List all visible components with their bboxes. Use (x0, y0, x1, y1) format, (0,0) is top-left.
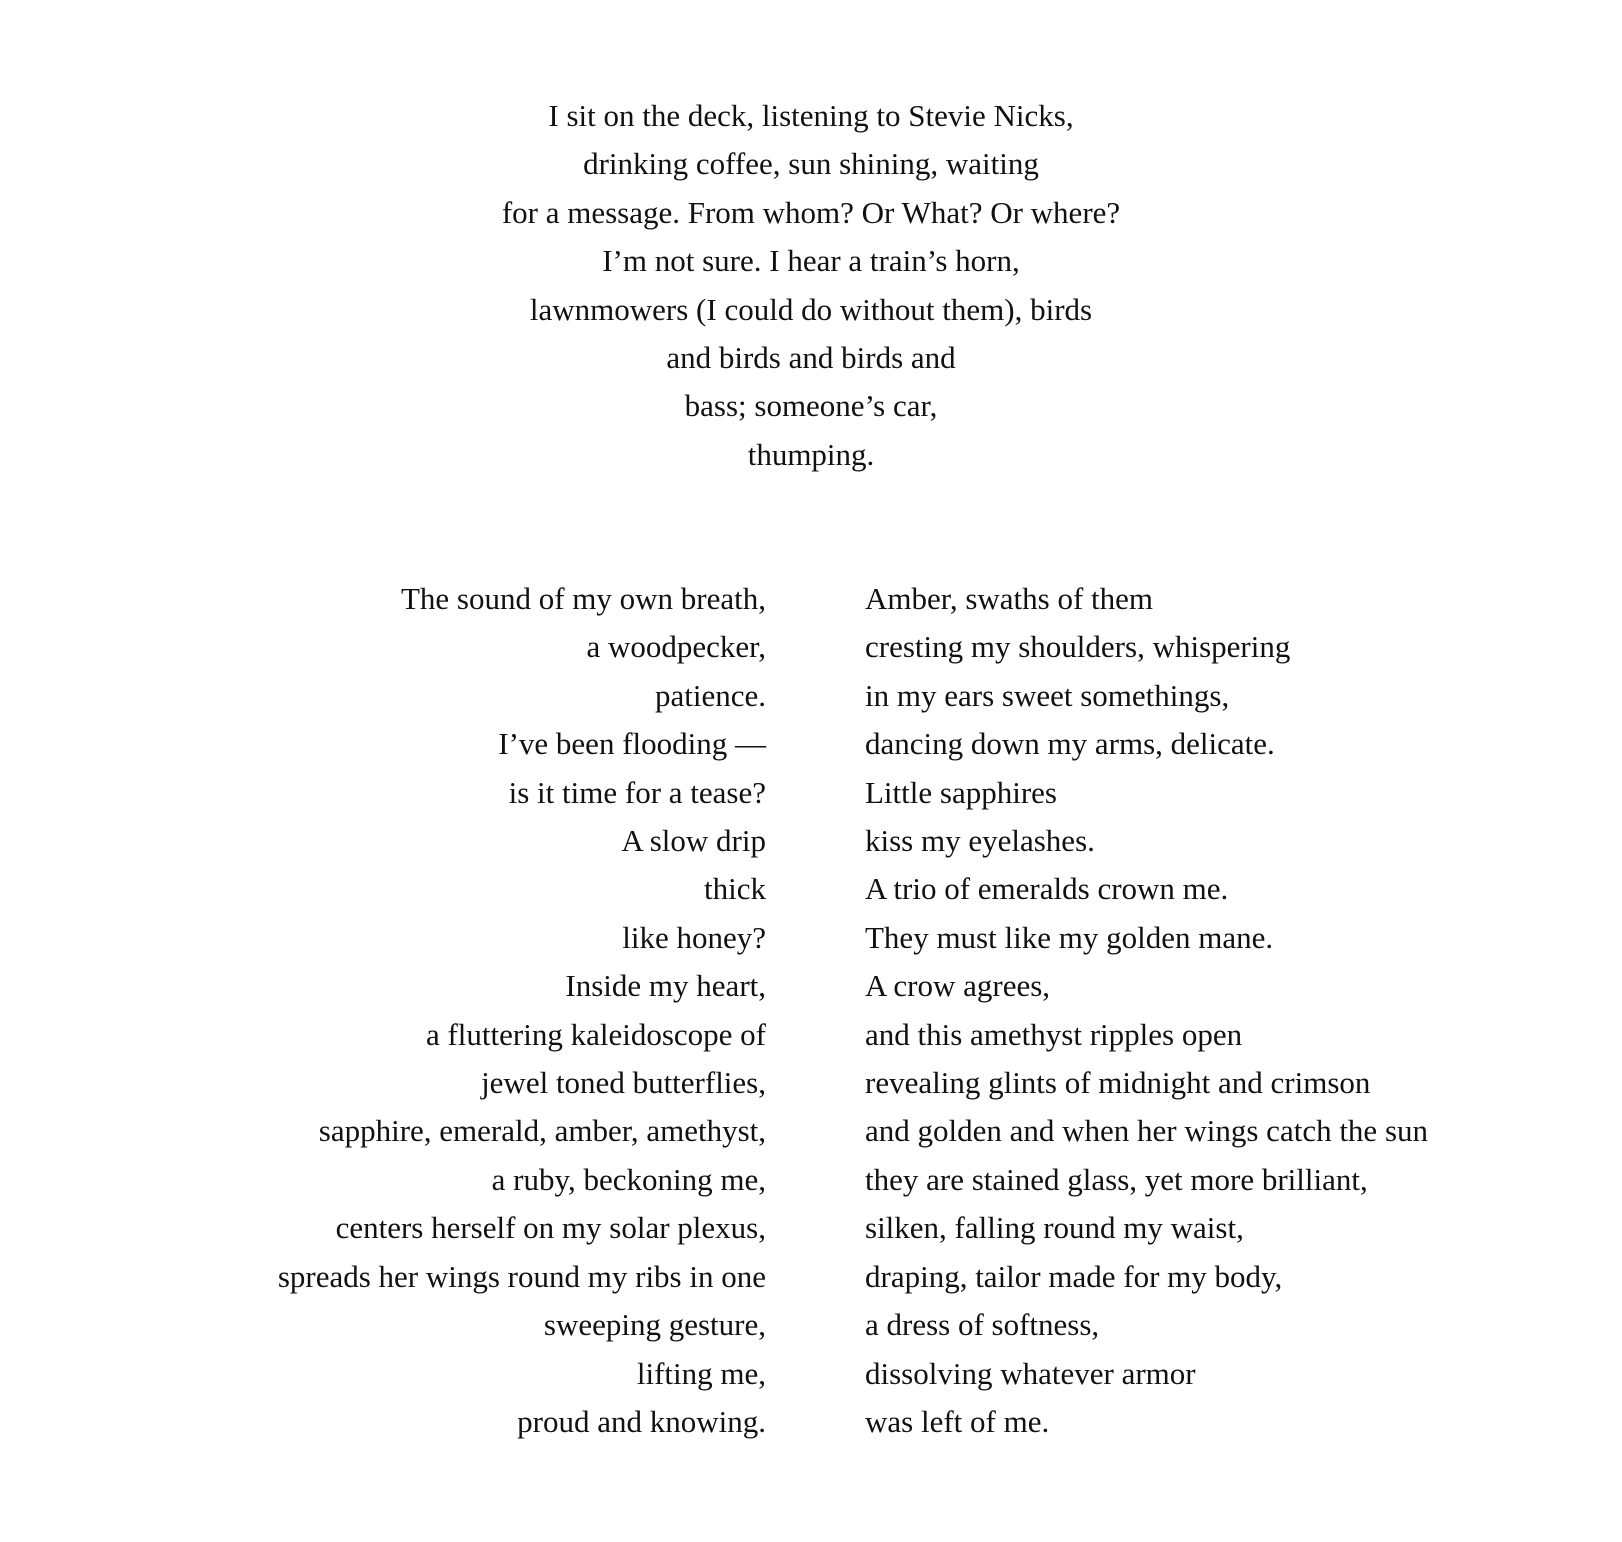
poem-line: Amber, swaths of them (865, 581, 1154, 616)
poem-line: they are stained glass, yet more brilliant, (865, 1161, 1368, 1197)
poem-line: spreads her wings round my ribs in one (277, 1258, 766, 1294)
poem-line: in my ears sweet somethings, (865, 677, 1230, 713)
poem-line: thumping. (747, 436, 875, 472)
poem-line: silken, falling round my waist, (865, 1210, 1244, 1246)
poem-line: and this amethyst ripples open (865, 1016, 1243, 1052)
poem-line: proud and knowing. (517, 1403, 766, 1439)
poem-line: They must like my golden mane. (865, 919, 1274, 955)
poem-line: sweeping gesture, (543, 1307, 766, 1343)
poem-line: cresting my shoulders, whispering (865, 629, 1291, 665)
poem-line: a woodpecker, (586, 629, 766, 665)
poem-line: revealing glints of midnight and crimson (865, 1065, 1371, 1101)
poem-line: a dress of softness, (865, 1307, 1100, 1343)
poem-line: is it time for a tease? (508, 774, 766, 810)
poem-line: for a message. From whom? Or What? Or where? (501, 194, 1121, 230)
poem-line: draping, tailor made for my body, (865, 1258, 1283, 1294)
poem-line: drinking coffee, sun shining, waiting (583, 146, 1039, 182)
poem-line: kiss my eyelashes. (865, 823, 1095, 859)
poem-line: Little sapphires (865, 774, 1057, 810)
poem-line: a ruby, beckoning me, (491, 1161, 766, 1197)
poem-line: jewel toned butterflies, (481, 1065, 766, 1101)
poem-line: A trio of emeralds crown me. (865, 871, 1229, 907)
poem-line: I’m not sure. I hear a train’s horn, (602, 243, 1020, 279)
poem-line: lifting me, (636, 1355, 766, 1391)
poem-line: centers herself on my solar plexus, (335, 1210, 766, 1246)
poem-line: A crow agrees, (865, 968, 1051, 1004)
poem-line: dancing down my arms, delicate. (865, 726, 1275, 762)
poem-line: dissolving whatever armor (865, 1355, 1196, 1391)
poem-line: patience. (654, 677, 766, 713)
poem-opening-stanza (0, 92, 1622, 479)
poem-line: like honey? (622, 919, 766, 955)
poem-line: A slow drip (621, 823, 766, 859)
poem-line: I sit on the deck, listening to Stevie Nicks, (548, 98, 1074, 133)
poem-line: sapphire, emerald, amber, amethyst, (318, 1113, 766, 1149)
poem-line: bass; someone’s car, (684, 388, 938, 424)
poem-line: and birds and birds and (666, 340, 956, 376)
poem-right-column (865, 575, 1565, 1446)
poem-left-column (200, 575, 766, 1446)
poem-line: I’ve been flooding — (498, 726, 766, 762)
poem-line: a fluttering kaleidoscope of (425, 1016, 766, 1052)
poem-line: and golden and when her wings catch the sun (865, 1113, 1429, 1149)
poem-line: The sound of my own breath, (400, 581, 766, 616)
poem-line: thick (704, 871, 766, 907)
poem-line: lawnmowers (I could do without them), birds (529, 291, 1093, 327)
poem-line: Inside my heart, (565, 968, 766, 1004)
poem-line: was left of me. (865, 1403, 1050, 1439)
